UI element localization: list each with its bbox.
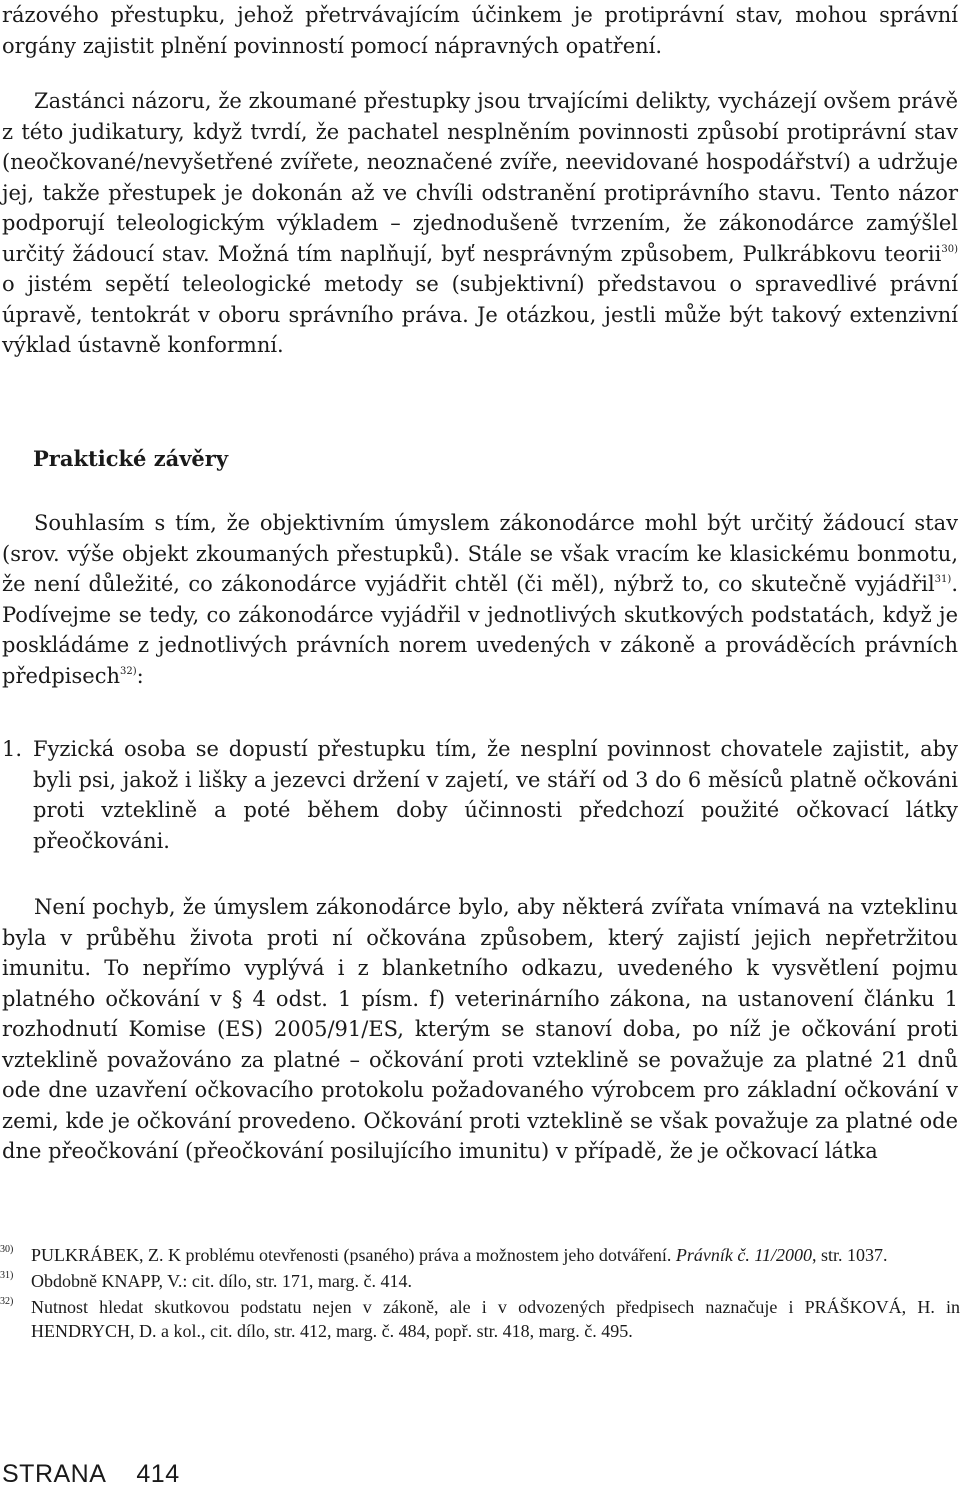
footnote-31 [0,1269,960,1293]
footnote-ref-31: 31) [934,574,952,585]
section-heading: Praktické závěry [33,446,229,471]
footer-label: STRANA [2,1460,107,1488]
continued-paragraph: rázového přestupku, jehož přetrvávajícím účinkem je protiprávní stav, mohou správní orgány zajistit plnění povinností pomocí nápravných opatření. [2,3,958,58]
paragraph-text: : [136,663,144,688]
item-number: 1. [2,737,23,761]
footnote-text: Obdobně KNAPP, V.: cit. dílo, str. 171, marg. č. 414. [31,1271,413,1291]
paragraph-text: Zastánci názoru, že zkoumané přestupky jsou trvajícími delikty, vycházejí ovšem právě z této judikatury, když tvrdí, že pachatel nesplněním povinnosti způsobí protiprávní stav (neočkované/nevyšetřené zvířete, neoznačené zvíře, neevidované hospodářství) a udržuje jej, takže přestupek je dokonán až ve chvíli odstranění protiprávního stavu. Tento názor podporují teleologickým výkladem – zjednodušeně tvrzením, že zákonodárce zamýšlel určitý žádoucí stav. Možná tím naplňují, byť nesprávným způsobem, Pulkrábkovu teorii [2,89,958,266]
numbered-item-1 [2,734,958,856]
footnote-text-part: , str. 1037. [812,1245,888,1265]
footnote-italic-source: Právník č. 11/2000 [675,1245,812,1265]
footnote-ref-32: 32) [120,665,137,677]
footnote-32 [0,1295,960,1343]
footnote-number: 32) [0,1296,14,1307]
footnote-ref-30: 30) [941,243,958,255]
paragraph-neni-pochyb: Není pochyb, že úmyslem zákonodárce bylo, aby některá zvířata vnímavá na vzteklinu byla v průběhu života proti ní očkována způsobem, který zajistí jejich nepřetržitou imunitu. To nepřímo vyplývá i z blanketního odkazu, uvedeného k vysvětlení pojmu platného očkování v § 4 odst. 1 písm. f) veterinárního zákona, na ustanovení článku 1 rozhodnutí Komise (ES) 2005/91/ES, kterým se stanoví doba, po níž je očkování proti vzteklině považováno za platné – očkování proti vzteklině se považuje za platné 21 dnů ode dne uzavření očkovacího protokolu požadovaného výrobcem pro základní očkování v zemi, kde je očkování provedeno. Očkování proti vzteklině se však považuje za platné ode dne přeočkování (přeočkování posilujícího imunitu) v případě, že je očkovací látka [2,895,958,1163]
footnote-text: Nutnost hledat skutkovou podstatu nejen v zákoně, ale i v odvozených předpisech naznačuje i PRÁŠKOVÁ, H. in HENDRYCH, D. a kol., cit. dílo, str. 412, marg. č. 484, popř. str. 418, marg. č. 495. [31,1297,960,1341]
paragraph-text: . Podívejme se tedy, co zákonodárce vyjádřil v jednotlivých skutkových podstatách, když je poskládáme z jednotlivých právních norem uvedených v zákoně a prováděcích právních předpisech [2,572,958,688]
paragraph-trvajici-delikty [2,86,958,361]
page-number: 414 [136,1460,180,1488]
footnote-text [31,1243,960,1267]
footnote-30 [0,1243,960,1267]
page-footer [2,1460,180,1489]
item-text: Fyzická osoba se dopustí přestupku tím, že nesplní povinnost chovatele zajistit, aby byli psi, jakož i lišky a jezevci držení v zajetí, ve stáří od 3 do 6 měsíců platně očkováni proti vzteklině a poté během doby účinnosti předchozí použité očkovací látky přeočkováni. [33,737,958,853]
footnote-number: 30) [0,1244,14,1255]
paragraph-text: o jistém sepětí teleologické metody se (subjektivní) představou o spravedlivé právní úpravě, tentokrát v oboru správního práva. Je otázkou, jestli může být takový extenzivní výklad ústavně konformní. [2,272,958,357]
footnotes [0,1243,960,1345]
paragraph-text: Souhlasím s tím, že objektivním úmyslem zákonodárce mohl být určitý žádoucí stav (srov. výše objekt zkoumaných přestupků). Stále se však vracím ke klasickému bonmotu, že není důležité, co zákonodárce vyjádřit chtěl (či měl), nýbrž to, co skutečně vyjádřil [2,511,958,596]
footnote-text-part: PULKRÁBEK, Z. K problému otevřenosti (psaného) práva a možnostem jeho dotváření. [31,1245,676,1265]
footnote-number: 31) [0,1270,14,1281]
paragraph-souhlasim [2,508,958,691]
